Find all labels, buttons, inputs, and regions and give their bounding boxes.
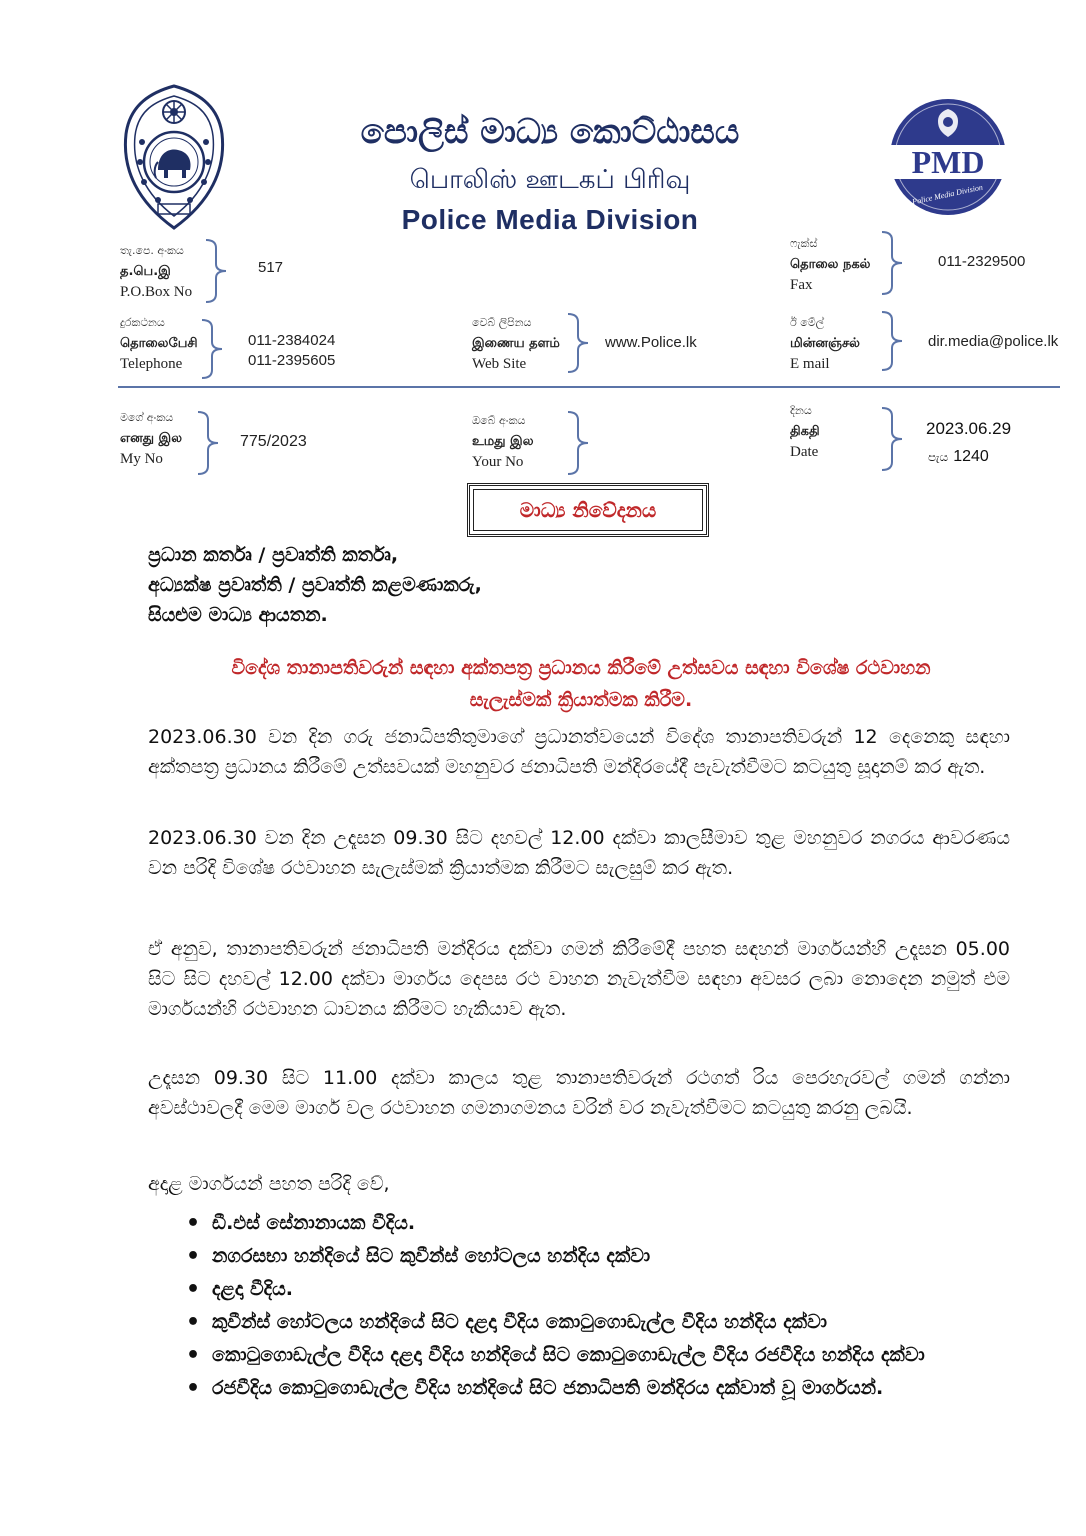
addressee-line-3: සියළුම මාධ්‍ය ආයතන.	[148, 604, 328, 626]
website-value[interactable]: www.Police.lk	[605, 334, 697, 351]
po-box-label-si: තැ.පෙ. අංකය	[120, 244, 184, 257]
po-box-label	[120, 240, 192, 303]
email-label	[790, 312, 860, 375]
website-label	[472, 312, 560, 375]
title-sinhala: පොලිස් මාධ්‍ය කොට්ඨාසය	[360, 112, 740, 152]
po-box-brace	[204, 238, 234, 304]
telephone-value-1: 011-2384024	[248, 332, 336, 349]
website-label-ta: இணைய தளம்	[472, 336, 560, 351]
email-label-ta: மின்னஞ்சல்	[790, 336, 860, 351]
route-item: • කොටුගොඩැල්ල වීදිය දළදා වීදිය හන්දියේ සිට කොටුගොඩැල්ල වීදිය රජවීදිය හන්දිය දක්වා	[180, 1340, 1010, 1371]
date-label-ta: திகதி	[790, 424, 820, 439]
addressee-line-2: අධ්‍යක්ෂ ප්‍රවෘත්ති / ප්‍රවෘත්ති කළමණාකරු,	[148, 574, 482, 596]
header-divider	[118, 386, 1060, 388]
your-no-label-si: ඔබේ අංකය	[472, 414, 526, 427]
paragraph-4: උදෑසන 09.30 සිට 11.00 දක්වා කාලය තුළ තානාපතිවරුන් රථගත් රිය පෙරහැරවල් ගමන් ගන්නා අවස්ථාවලදී මෙම මාර්ග වල රථවාහන ගමනාගමනය වරින් වර නැවැත්වීමට කටයුතු කරනු ලබයි.	[148, 1067, 1010, 1119]
route-item: • රජවීදිය කොටුගොඩැල්ල වීදිය හන්දියේ සිට ජනාධිපති මන්දිරය දක්වාත් වූ මාර්ගයන්.	[180, 1373, 1010, 1404]
paragraph-3: ඒ අනුව, තානාපතිවරුන් ජනාධිපති මන්දිරය දක්වා ගමන් කිරීමේදී පහත සඳහන් මාර්ගයන්හි උදෑසන 05.00 සිට සිට දහවල් 12.00 දක්වා මාර්ගය දෙපස රථ වාහන නැවැත්වීම සඳහා අවසර ලබා නොදෙන නමුත් එම මාර්ගයන්හි රථවාහන ධාවනය කිරීමට හැකියාව ඇත.	[148, 938, 1010, 1020]
date-label-en: Date	[790, 444, 819, 460]
your-no-label-en: Your No	[472, 454, 524, 470]
notice-title: මාධ්‍ය නිවේදනය	[473, 489, 703, 531]
routes-intro: අදාළ මාර්ගයන් පහත පරිදි වේ,	[148, 1173, 390, 1195]
email-value[interactable]: dir.media@police.lk	[928, 333, 1059, 350]
paragraph-1: 2023.06.30 වන දින ගරු ජනාධිපතිතුමාගේ ප්‍රධානත්වයෙන් විදේශ තානාපතිවරුන් 12 දෙනෙකු සඳහා අක්තපත්‍ර ප්‍රධානය කිරීමේ උත්සවයක් මහනුවර ජනාධිපති මන්දිරයේදී පැවැත්වීමට කටයුතු සූදානම් කර ඇත.	[148, 726, 1010, 778]
pmd-logo-text: PMD	[911, 144, 985, 180]
my-no-value: 775/2023	[240, 433, 307, 450]
fax-label-si: ෆැක්ස්	[790, 237, 818, 250]
addressee-line-1: ප්‍රධාන කර්තෘ / ප්‍රවෘත්ති කර්තෘ,	[148, 544, 399, 566]
telephone-brace	[200, 318, 230, 380]
title-tamil: பொலிஸ் ஊடகப் பிரிவு	[409, 165, 691, 195]
telephone-label	[120, 312, 198, 375]
subject	[148, 652, 1014, 716]
addressee-block	[148, 540, 482, 630]
route-item: • කුවීන්ස් හෝටලය හන්දියේ සිට දළදා වීදිය කොටුගොඩැල්ල වීදිය හන්දිය දක්වා	[180, 1307, 1010, 1338]
po-box-label-ta: த.பெ.இ	[120, 264, 171, 279]
pmd-logo	[884, 97, 1012, 217]
time-label: පැය	[928, 450, 949, 464]
your-no-label	[472, 410, 534, 473]
website-label-si: වෙබ් ලිපිනය	[472, 316, 532, 329]
route-item: • ඩී.එස් සේනානායක වීදිය.	[180, 1208, 1010, 1239]
email-label-en: E mail	[790, 356, 830, 372]
time-row	[928, 446, 989, 466]
website-brace	[566, 312, 596, 374]
telephone-label-si: දුරකථනය	[120, 316, 165, 329]
po-box-value: 517	[258, 259, 284, 276]
date-brace	[880, 406, 910, 472]
telephone-label-en: Telephone	[120, 356, 183, 372]
fax-brace	[880, 230, 910, 296]
your-no-label-ta: உமது இல	[472, 434, 534, 449]
route-item: • නගරසභා හන්දියේ සිට කුවීන්ස් හෝටලය හන්දිය දක්වා	[180, 1241, 1010, 1272]
date-label-si: දිනය	[790, 404, 812, 417]
telephone-label-ta: தொலைபேசி	[120, 336, 198, 351]
paragraph-2: 2023.06.30 වන දින උදෑසන 09.30 සිට දහවල් 12.00 දක්වා කාලසීමාව තුළ මහනුවර නගරය ආවරණය වන පරිදි විශේෂ රථවාහන සැලැස්මක් ක්‍රියාත්මක කිරීමට සැලසුම් කර ඇත.	[148, 827, 1010, 879]
my-no-label-en: My No	[120, 451, 163, 467]
your-no-brace	[566, 410, 596, 476]
subject-line-2: සැලැස්මක් ක්‍රියාත්මක කිරීම.	[469, 689, 693, 711]
date-value: 2023.06.29	[926, 419, 1012, 438]
po-box-label-en: P.O.Box No	[120, 284, 193, 300]
route-item: • දළදා වීදිය.	[180, 1274, 1010, 1305]
email-brace	[880, 310, 910, 372]
my-no-label-ta: எனது இல	[120, 431, 182, 446]
my-no-label-si: මගේ අංකය	[120, 411, 174, 424]
notice-title-box	[467, 483, 709, 537]
pmd-logo-ring-text: Police Media Division	[911, 182, 984, 207]
subject-line-1: විදේශ තානාපතිවරුන් සඳහා අක්තපත්‍ර ප්‍රධානය කිරීමේ උත්සවය සඳහා විශේෂ රථවාහන	[231, 657, 931, 679]
police-crest-logo	[118, 82, 230, 232]
fax-label	[790, 233, 870, 296]
my-no-brace	[196, 410, 226, 476]
date-label	[790, 400, 820, 463]
time-value: 1240	[953, 448, 989, 465]
fax-label-en: Fax	[790, 277, 813, 293]
my-no-label	[120, 407, 182, 470]
title-english: Police Media Division	[401, 204, 699, 235]
fax-value: 011-2329500	[938, 253, 1026, 270]
routes-list	[180, 1208, 1010, 1406]
telephone-value-2: 011-2395605	[248, 352, 336, 369]
email-label-si: ඊ මේල්	[790, 316, 825, 329]
website-label-en: Web Site	[472, 356, 527, 372]
fax-label-ta: தொலை நகல்	[790, 257, 871, 272]
